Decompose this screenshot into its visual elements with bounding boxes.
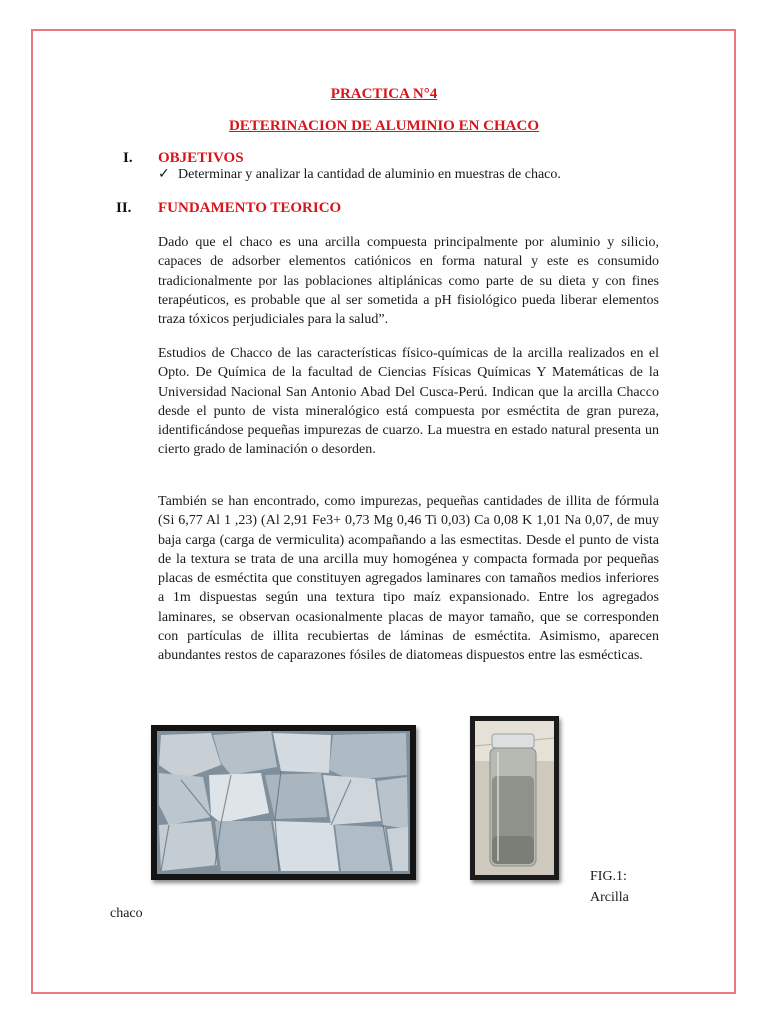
sample-vial-photo <box>470 716 559 880</box>
figure-caption-word-1: Arcilla <box>590 890 629 905</box>
paragraph-3: También se han encontrado, como impurezas, pequeñas cantidades de illita de fórmula (Si 6,77 Al 1 ,23) (Al 2,91 Fe3+ 0,73 Mg 0,46 Ti 0,03) Ca 0,08 K 1,01 Na 0,07, de muy baja carga (carga de vermiculita) acompañando a las esmectitas. Desde el punto de vista de la textura se trata de una arcilla muy homogénea y compacta formada por pequeñas placas de esméctita que constituyen agregados laminares con tamaños medios inferiores a 1m dispuestas según una textura tipo maíz expansionado. Entre los agregados laminares, se observan ocasionalmente placas de mayor tamaño, que se corresponden con partículas de illita recubiertas de láminas de esméctita. Asimismo, aparecen abundantes restos de caparazones fósiles de diatomeas dispuestos entre las esmécticas. <box>158 494 659 664</box>
clay-rocks-photo <box>151 725 416 880</box>
figure-caption-label: FIG.1: <box>590 869 627 884</box>
objective-text: Determinar y analizar la cantidad de aluminio en muestras de chaco. <box>178 167 561 182</box>
check-icon: ✓ <box>158 167 170 182</box>
page-title: PRACTICA N°4 <box>330 86 438 102</box>
page-subtitle: DETERINACION DE ALUMINIO EN CHACO <box>228 118 540 134</box>
section-number-fundamento: II. <box>116 200 132 216</box>
section-number-objetivos: I. <box>123 150 133 166</box>
objective-bullet <box>158 166 561 183</box>
section-heading-objetivos: OBJETIVOS <box>158 150 244 166</box>
paragraph-2: Estudios de Chacco de las características físico-químicas de la arcilla realizados en el Opto. De Química de la facultad de Ciencias Físicas Químicas Y Matemáticas de la Universidad Nacional San Antonio Abad Del Cusca-Perú. Indican que la arcilla Chacco desde el punto de vista mineralógico está compuesta por esméctita de gran pureza, identificándose pequeñas impurezas de cuarzo. La muestra en estado natural presenta un cierto grado de laminación o desorden. <box>158 346 659 458</box>
section-heading-fundamento: FUNDAMENTO TEORICO <box>158 200 342 216</box>
figure-caption <box>590 866 629 908</box>
figure-caption-word-2: chaco <box>110 906 143 921</box>
paragraph-1: Dado que el chaco es una arcilla compuesta principalmente por aluminio y silicio, capaces de adsorber elementos catiónicos en forma natural y este es consumido tradicionalmente por las poblaciones altiplánicas como parte de su dieta y con fines terapéuticos, es probable que al ser sometida a pH fisiológico pueda liberar elementos traza tóxicos perjudiciales para la salud”. <box>158 235 659 328</box>
